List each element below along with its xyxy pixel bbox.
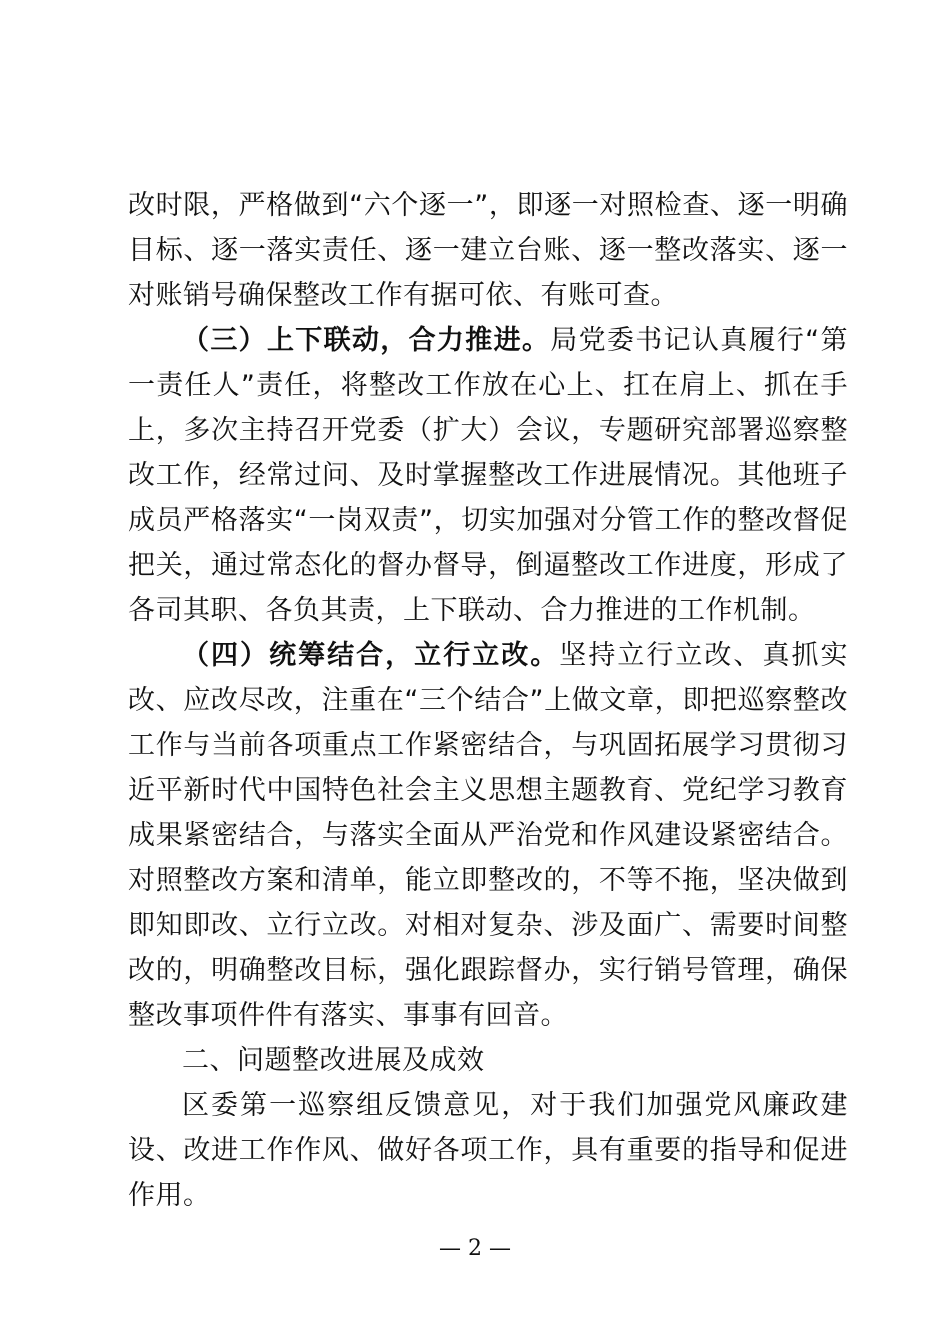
document-body xyxy=(128,183,848,1218)
section-3-heading: （三）上下联动，合力推进。 xyxy=(182,325,551,356)
paragraph-section-3 xyxy=(128,318,848,633)
page-number: — 2 — xyxy=(439,1236,511,1261)
paragraph-section-4 xyxy=(128,633,848,1038)
section-4-text: 坚持立行立改、真抓实改、应改尽改，注重在“三个结合”上做文章，即把巡察整改工作与当前各项重点工作紧密结合，与巩固拓展学习贯彻习近平新时代中国特色社会主义思想主题教育、党纪学习教育成果紧密结合，与落实全面从严治党和作风建设紧密结合。对照整改方案和清单，能立即整改的，不等不拖，坚决做到即知即改、立行立改。对相对复杂、涉及面广、需要时间整改的，明确整改目标，强化跟踪督办，实行销号管理，确保整改事项件件有落实、事事有回音。 xyxy=(128,640,849,1031)
chapter-heading-2: 二、问题整改进展及成效 xyxy=(182,1045,485,1076)
section-4-heading: （四）统筹结合，立行立改。 xyxy=(182,640,560,671)
paragraph-continued: 改时限，严格做到“六个逐一”，即逐一对照检查、逐一明确目标、逐一落实责任、逐一建立台账、逐一整改落实、逐一对账销号确保整改工作有据可依、有账可查。 xyxy=(128,190,848,311)
paragraph-chapter-2-intro: 区委第一巡察组反馈意见，对于我们加强党风廉政建设、改进工作作风、做好各项工作，具有重要的指导和促进作用。 xyxy=(128,1090,848,1211)
section-3-text: 局党委书记认真履行“第一责任人”责任，将整改工作放在心上、扛在肩上、抓在手上，多次主持召开党委（扩大）会议，专题研究部署巡察整改工作，经常过问、及时掌握整改工作进展情况。其他班子成员严格落实“一岗双责”，切实加强对分管工作的整改督促把关，通过常态化的督办督导，倒逼整改工作进度，形成了各司其职、各负其责，上下联动、合力推进的工作机制。 xyxy=(128,325,848,626)
